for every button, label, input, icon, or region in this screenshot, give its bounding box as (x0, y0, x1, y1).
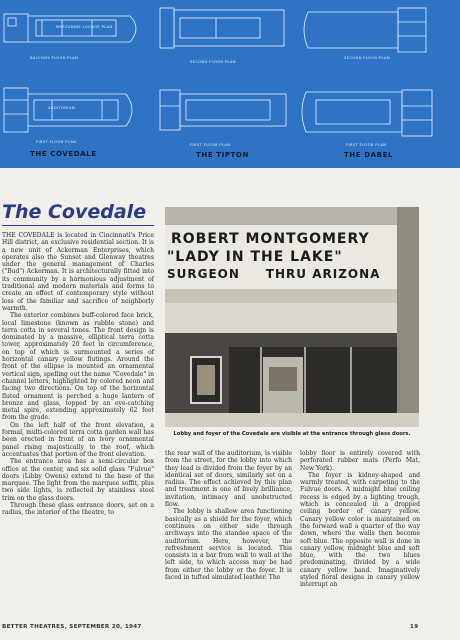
paragraph: lobby floor is entirely covered with perforated rubber mats (Perfo Mat, New York). (300, 450, 420, 472)
plan-caption: FIRST FLOOR PLAN (190, 143, 231, 147)
marquee-line-2: "LADY IN THE LAKE" (167, 249, 343, 265)
plan-caption: SECOND FLOOR PLAN (344, 56, 390, 60)
paragraph: the rear wall of the auditorium, is visible from the street, for the lobby into which they lead is divided from the foyer by an identical set of doors, similarly set on a radius. The effect achieved by this plan and treatment is one of lively brilliance, invitation, intimacy and unobstructed flow. (165, 450, 292, 509)
article-column-2 (165, 450, 292, 581)
tipton-first-floor-plan (156, 86, 296, 138)
dabel-second-floor-plan (298, 4, 438, 56)
paragraph: Through these glass entrance doors, set on a radius, the interior of the theatre, to (2, 501, 154, 517)
paragraph: THE COVEDALE is located in Cincinnati's Price Hill district, an exclusive residential section. It is a new unit of Ackerman Enterprises, which operates also the Sunset and Glenway theatres under the general management of Charles ("Bud") Ackerman. It is architecturally fitted into its community by a harmonious adjustment of traditional and modern materials and forms to create an effect of contemporary style without loss of the familiar and sacrifice of neighborly warmth. (2, 232, 154, 312)
article-title: The Covedale (2, 201, 147, 223)
dabel-first-floor-plan (298, 86, 448, 140)
covedale-first-floor-plan (2, 84, 152, 140)
page-number: 19 (410, 624, 419, 630)
covedale-mezzanine-plan (2, 4, 152, 56)
paragraph: The entrance area has a semi-circular box office at the center, and six solid glass "Fulvue" doors (Libby Owens) extend to the base of the marquee. The light from the marquee soffit, plus two side lights, is reflected by stainless steel trim on the glass doors. (2, 458, 154, 502)
marquee-line-1: ROBERT MONTGOMERY (171, 231, 370, 247)
theatre-name-covedale: THE COVEDALE (30, 150, 97, 158)
plan-caption: BALCONY FLOOR PLAN (30, 56, 79, 60)
tipton-second-floor-plan (156, 4, 296, 56)
plan-caption: AUDITORIUM (48, 106, 76, 110)
article-column-1 (2, 232, 154, 517)
blueprint-banner (0, 0, 460, 168)
plan-caption: FIRST FLOOR PLAN (36, 140, 77, 144)
theatre-name-dabel: THE DABEL (344, 151, 394, 159)
plan-caption: FIRST FLOOR PLAN (346, 143, 387, 147)
paragraph: On the left half of the front elevation, a formal, multi-colored terra cotta garden wall has been erected in front of an ivory ornamental panel rising majestically to the roof, which accentuates that portion of the front elevation. (2, 421, 154, 458)
paragraph: The foyer is kidney-shaped and warmly treated, with carpeting to the Fulvue doors. A midnight blue ceiling recess is edged by a lighting trough, which is concealed in a dropped ceiling border of canary yellow. Canary yellow color is maintained on the forward wall a quarter of the way down, where the walls then become soft blue. The opposite wall is done in canary yellow, midnight blue and soft blue, with the two blues predominating, divided by a wide canary yellow band. Imaginatively styled floral designs in canary yellow interrupt an (300, 471, 420, 589)
theatre-name-tipton: THE TIPTON (196, 151, 249, 159)
title-rule (2, 225, 154, 226)
article-column-3 (300, 450, 420, 589)
footer-publication: BETTER THEATRES, SEPTEMBER 20, 1947 (2, 624, 142, 630)
photo-caption: Lobby and foyer of the Covedale are visible at the entrance through glass doors. (173, 431, 411, 437)
paragraph: The exterior combines buff-colored face brick, local limestone (known as rubble stone) and terra cotta in several tones. The front design is dominated by a massive, elliptical terra cotta tower, approximately 20 feet in circumference, on top of which is surmounted a series of horizontal canary yellow flutings. Around the front of the ellipse is mounted an ornamental vertical sign, spelling out the name "Covedale" in channel letters, highlighted by colored neon and facing two directions. On top of the horizontal fluted ornament is perched a huge lantern of bronze and glass, topped by an eye-catching metal spire, extending approximately 62 feet from the grade. (2, 312, 154, 422)
paragraph: The lobby is shallow area functioning basically as a shield for the foyer, which continues on either side through archways into the standee space of the auditorium. Here, however, the refreshment service is located. This consists in a bar from wall to wall at the left side, to which access may be had from either the lobby or the foyer. It is faced in tufted simulated leather. The (165, 508, 292, 582)
marquee-line-3: SURGEON THRU ARIZONA (167, 267, 381, 281)
lobby-photo (165, 207, 419, 427)
plan-caption: MEZZANINE LOUNGE PLAN (56, 25, 113, 29)
plan-caption: SECOND FLOOR PLAN (190, 60, 236, 64)
